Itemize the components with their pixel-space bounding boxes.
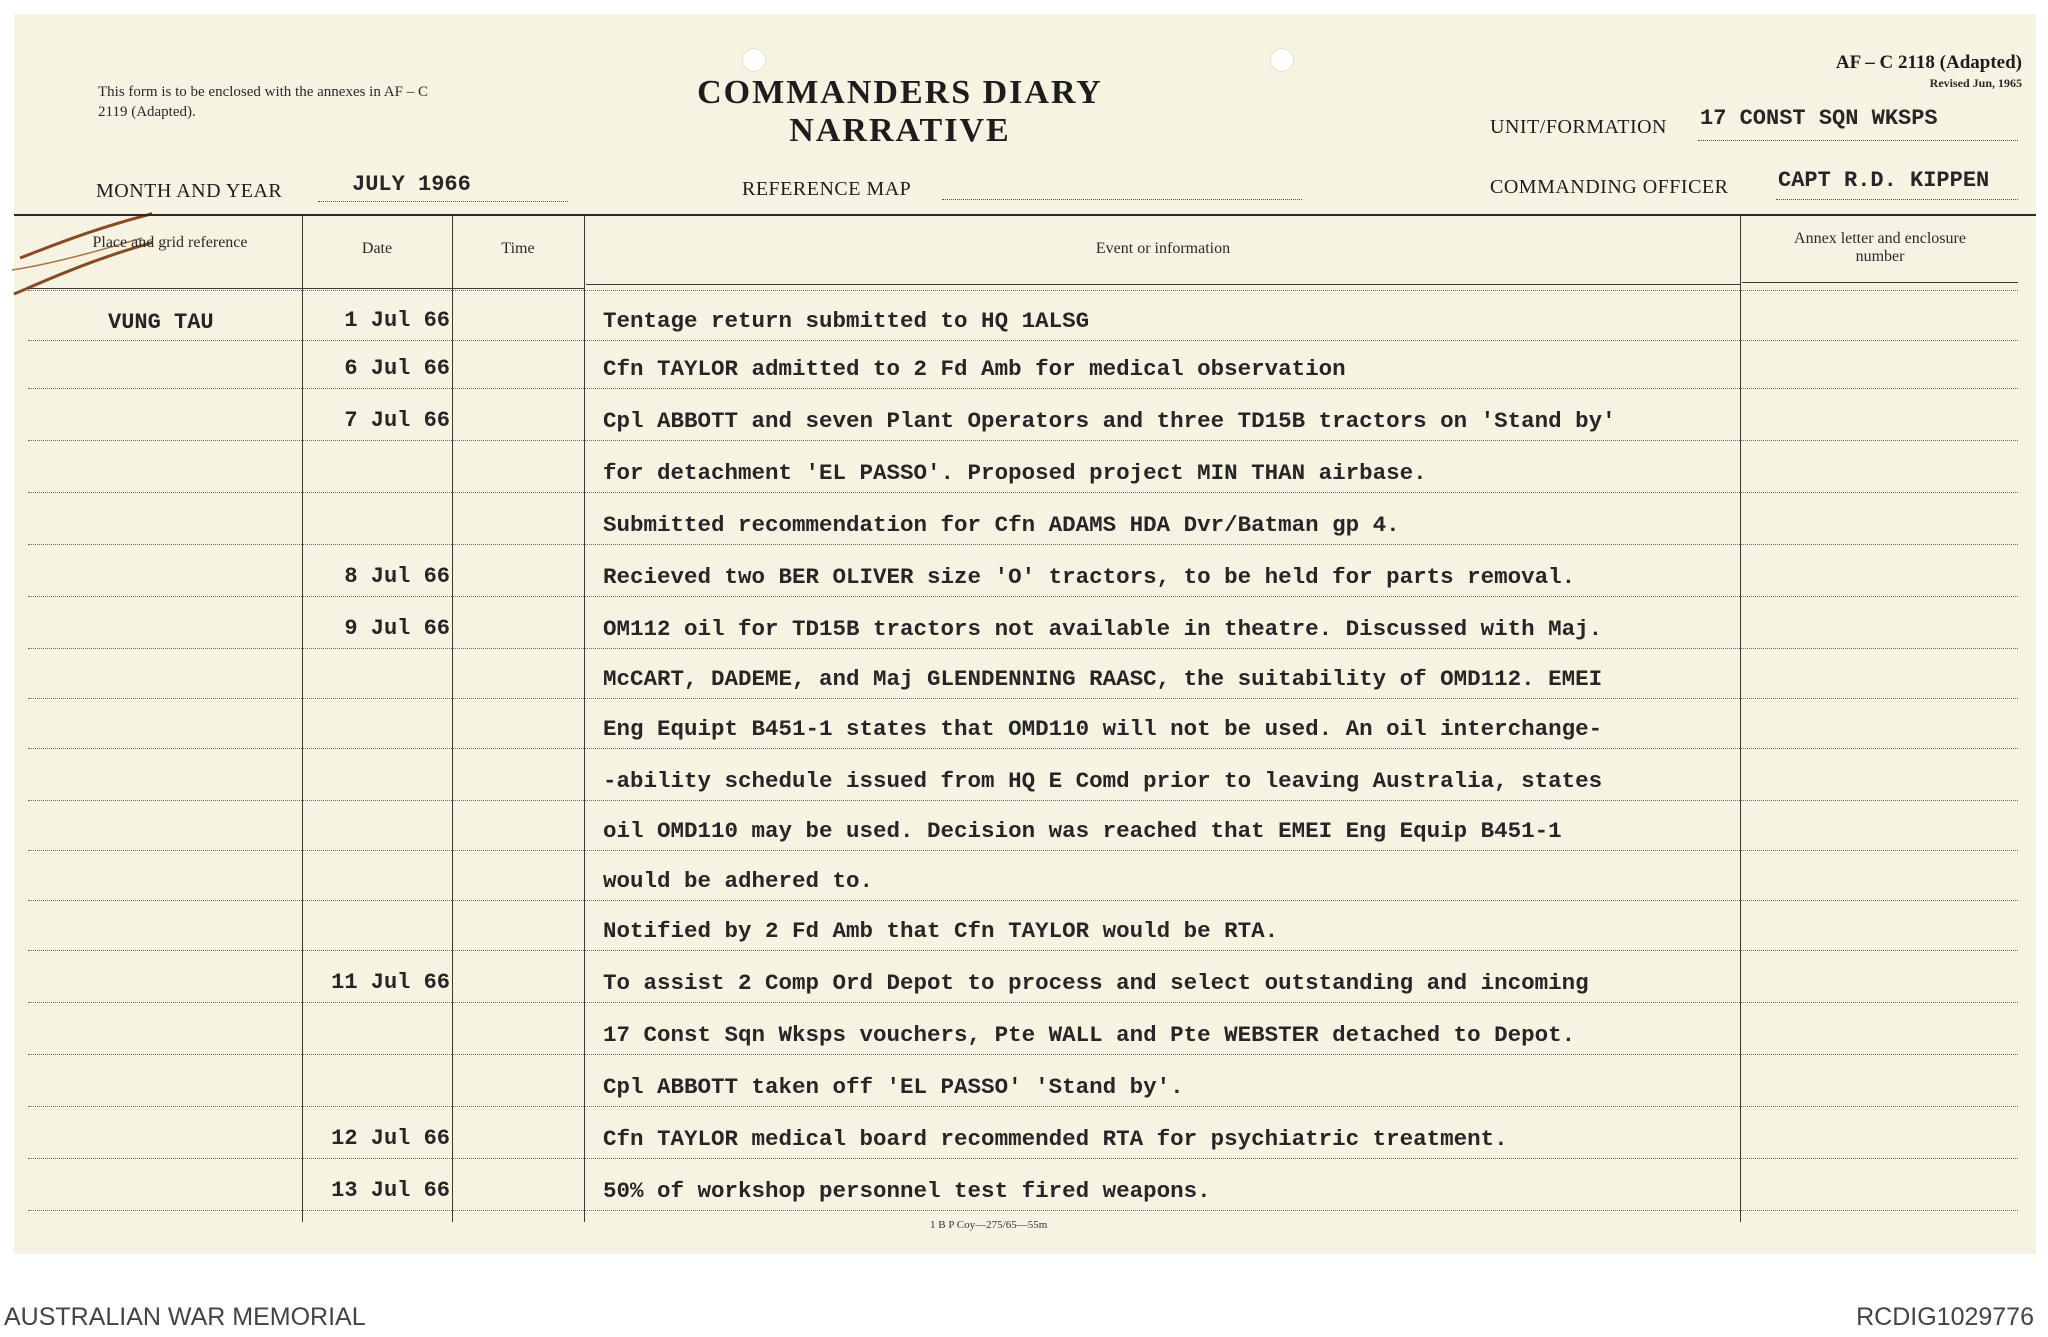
entry-event: Cpl ABBOTT taken off 'EL PASSO' 'Stand by'. [603, 1074, 1184, 1100]
entry-event: Tentage return submitted to HQ 1ALSG [603, 308, 1090, 334]
entry-date: 9 Jul 66 [344, 616, 450, 641]
row-rule [28, 1106, 2018, 1107]
header-rule-annex [1742, 282, 2018, 283]
map-label: REFERENCE MAP [742, 178, 912, 200]
row-rule [28, 1002, 2018, 1003]
month-value: JULY 1966 [352, 172, 471, 197]
entry-date: 7 Jul 66 [344, 408, 450, 433]
col-header-event: Event or information [1095, 240, 1231, 257]
month-label: MONTH AND YEAR [96, 180, 283, 202]
row-rule [28, 748, 2018, 749]
month-line [318, 201, 568, 202]
col-header-annex: Annex letter and enclosure number [1794, 230, 1966, 265]
entry-event: OM112 oil for TD15B tractors not available in theatre. Discussed with Maj. [603, 616, 1603, 642]
entry-date: 13 Jul 66 [331, 1178, 450, 1203]
co-label: COMMANDING OFFICER [1490, 176, 1729, 198]
row-rule [28, 492, 2018, 493]
entry-event: 50% of workshop personnel test fired weapons. [603, 1178, 1211, 1204]
co-value: CAPT R.D. KIPPEN [1778, 168, 1990, 193]
col-divider-time [584, 216, 585, 1222]
map-line [942, 199, 1302, 200]
col-header-place: Place and grid reference [92, 234, 248, 251]
row-rule [28, 900, 2018, 901]
row-rule [28, 950, 2018, 951]
row-rule [28, 800, 2018, 801]
col-header-date: Date [361, 240, 393, 257]
row-rule [28, 340, 2018, 341]
footer-archive-name: AUSTRALIAN WAR MEMORIAL [4, 1303, 366, 1331]
punch-hole-right [1270, 48, 1294, 72]
co-line [1776, 199, 2018, 200]
col-divider-date [452, 216, 453, 1222]
footer-record-id: RCDIG1029776 [1856, 1303, 2034, 1331]
form-revised: Revised Jun, 1965 [1929, 76, 2022, 90]
col-divider-place [302, 216, 303, 1222]
unit-label: UNIT/FORMATION [1490, 116, 1667, 138]
form-note: This form is to be enclosed with the annexes in AF – C 2119 (Adapted). [98, 84, 428, 120]
entry-event: Cpl ABBOTT and seven Plant Operators and three TD15B tractors on 'Stand by' [603, 408, 1616, 434]
row-rule [28, 1158, 2018, 1159]
entry-event: oil OMD110 may be used. Decision was reached that EMEI Eng Equip B451-1 [603, 818, 1562, 844]
row-rule [28, 850, 2018, 851]
row-rule [28, 648, 2018, 649]
entry-event: for detachment 'EL PASSO'. Proposed project MIN THAN airbase. [603, 460, 1427, 486]
row-rule [28, 290, 2018, 291]
row-rule [28, 596, 2018, 597]
entry-event: McCART, DADEME, and Maj GLENDENNING RAASC, the suitability of OMD112. EMEI [603, 666, 1603, 692]
entry-event: Eng Equipt B451-1 states that OMD110 will not be used. An oil interchange- [603, 716, 1603, 742]
unit-value: 17 CONST SQN WKSPS [1700, 106, 1938, 131]
entry-date: 1 Jul 66 [344, 308, 450, 333]
entry-event: -ability schedule issued from HQ E Comd prior to leaving Australia, states [603, 768, 1603, 794]
col-divider-event [1740, 216, 1741, 1222]
row-rule [28, 544, 2018, 545]
entry-event: Cfn TAYLOR medical board recommended RTA for psychiatric treatment. [603, 1126, 1508, 1152]
entry-event: Cfn TAYLOR admitted to 2 Fd Amb for medical observation [603, 356, 1346, 382]
header-rule-event [586, 284, 1740, 285]
entry-event: 17 Const Sqn Wksps vouchers, Pte WALL and Pte WEBSTER detached to Depot. [603, 1022, 1576, 1048]
row-rule [28, 1210, 2018, 1211]
table-top-rule [14, 214, 2036, 216]
entry-event: would be adhered to. [603, 868, 874, 894]
printer-note: 1 B P Coy—275/65—55m [930, 1219, 1048, 1231]
header-rule-left [28, 288, 584, 289]
entry-event: Notified by 2 Fd Amb that Cfn TAYLOR would be RTA. [603, 918, 1279, 944]
entry-event: Submitted recommendation for Cfn ADAMS HDA Dvr/Batman gp 4. [603, 512, 1400, 538]
col-header-time: Time [501, 240, 535, 257]
entry-event: To assist 2 Comp Ord Depot to process and select outstanding and incoming [603, 970, 1589, 996]
entry-event: Recieved two BER OLIVER size 'O' tractors, to be held for parts removal. [603, 564, 1576, 590]
entry-place: VUNG TAU [108, 310, 214, 335]
form-code: AF – C 2118 (Adapted) [1835, 52, 2022, 73]
entry-date: 6 Jul 66 [344, 356, 450, 381]
entry-date: 11 Jul 66 [331, 970, 450, 995]
row-rule [28, 698, 2018, 699]
form-title: COMMANDERS DIARY NARRATIVE [697, 74, 1103, 149]
row-rule [28, 388, 2018, 389]
entry-date: 8 Jul 66 [344, 564, 450, 589]
row-rule [28, 1054, 2018, 1055]
pencil-mark [12, 208, 152, 308]
punch-hole-left [742, 48, 766, 72]
entry-date: 12 Jul 66 [331, 1126, 450, 1151]
unit-line [1698, 140, 2018, 141]
row-rule [28, 440, 2018, 441]
